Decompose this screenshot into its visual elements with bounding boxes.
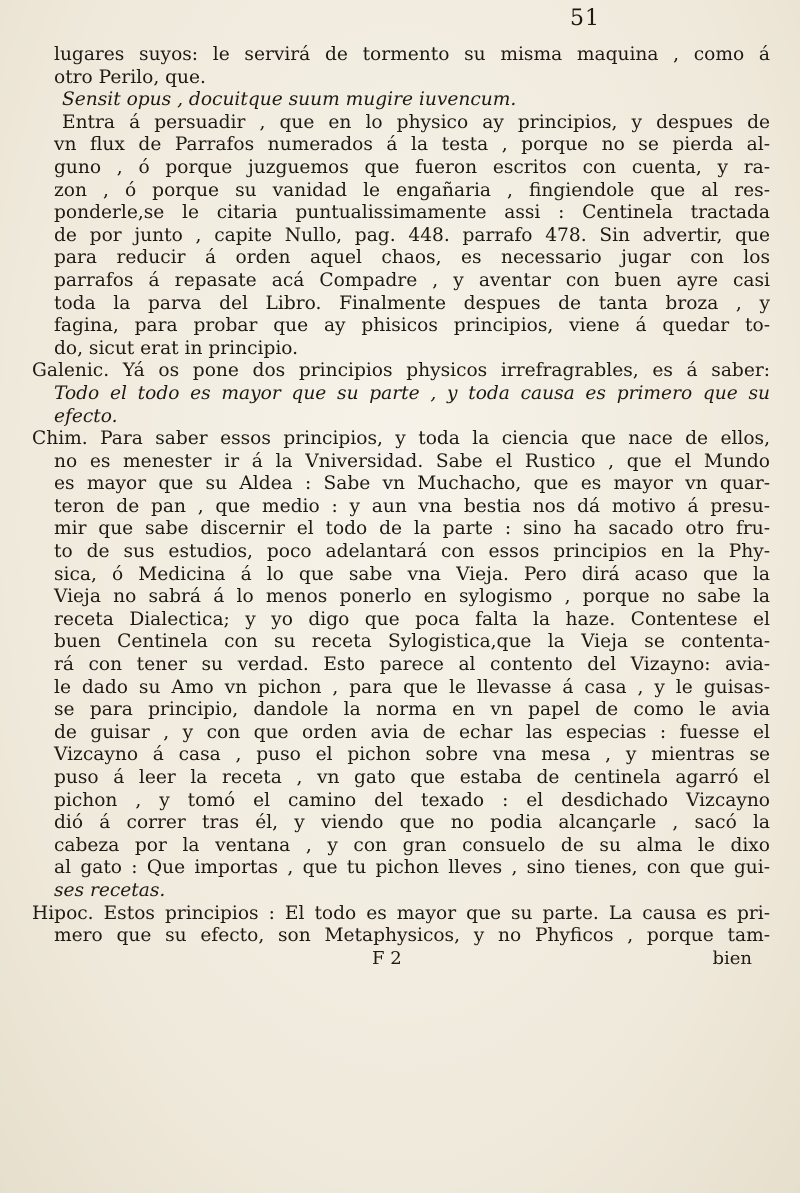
text-line: Sensit opus , docuitque suum mugire iuvencum. [62, 89, 517, 111]
text-line: toda la parva del Libro. Finalmente despues de tanta broza , y [54, 292, 770, 314]
text-line: de por junto , capite Nullo, pag. 448. parrafo 478. Sin advertir, que [54, 224, 770, 246]
text-line: Chim. Para saber essos principios, y toda la ciencia que nace de ellos, [32, 428, 770, 450]
text-line: guno , ó porque juzguemos que fueron escritos con cuenta, y ra- [54, 156, 770, 178]
text-line: vn flux de Parrafos numerados á la testa , porque no se pierda al- [54, 134, 770, 156]
text-line: mero que su efecto, son Metaphysicos, y no Phyficos , porque tam- [54, 925, 770, 947]
text-line: parrafos á repasate acá Compadre , y aventar con buen ayre casi [54, 269, 770, 291]
text-line: ponderle,se le citaria puntualissimamente assi : Centinela tractada [54, 202, 770, 224]
text-line: fagina, para probar que ay phisicos principios, viene á quedar to- [54, 315, 770, 337]
text-line: es mayor que su Aldea : Sabe vn Muchacho, que es mayor vn quar- [54, 473, 770, 495]
text-line: no es menester ir á la Vniversidad. Sabe el Rustico , que el Mundo [54, 450, 770, 472]
text-line: se para principio, dandole la norma en vn papel de como le avia [54, 699, 770, 721]
text-line: receta Dialectica; y yo digo que poca falta la haze. Contentese el [54, 608, 770, 630]
text-line: dió á correr tras él, y viendo que no podia alcançarle , sacó la [54, 812, 770, 834]
text-line: le dado su Amo vn pichon , para que le llevasse á casa , y le guisas- [54, 676, 770, 698]
text-line: otro Perilo, que. [54, 66, 206, 88]
text-line: do, sicut erat in principio. [54, 337, 299, 359]
text-line: zon , ó porque su vanidad le engañaria , fingiendole que al res- [54, 179, 770, 201]
text-line: mir que sabe discernir el todo de la parte : sino ha sacado otro fru- [54, 518, 770, 540]
catchword: bien [712, 947, 752, 969]
text-line: sica, ó Medicina á lo que sabe vna Vieja. Pero dirá acaso que la [54, 563, 770, 585]
page-number: 51 [570, 6, 600, 31]
text-line: ses recetas. [54, 879, 166, 901]
text-line: de guisar , y con que orden avia de echar las especias : fuesse el [54, 721, 770, 743]
text-body [32, 44, 770, 948]
signature-mark: F 2 [372, 947, 402, 969]
text-line: al gato : Que importas , que tu pichon lleves , sino tienes, con que gui- [54, 857, 770, 879]
text-line: Todo el todo es mayor que su parte , y toda causa es primero que su [54, 382, 770, 404]
text-line: Hipoc. Estos principios : El todo es mayor que su parte. La causa es pri- [32, 902, 770, 924]
text-line: to de sus estudios, poco adelantará con essos principios en la Phy- [54, 541, 770, 563]
text-line: lugares suyos: le servirá de tormento su misma maquina , como á [54, 44, 770, 65]
text-line: buen Centinela con su receta Sylogistica,que la Vieja se contenta- [54, 631, 770, 653]
text-line: efecto. [54, 405, 118, 427]
text-line: pichon , y tomó el camino del texado : el desdichado Vizcayno [54, 789, 770, 811]
text-line: cabeza por la ventana , y con gran consuelo de su alma le dixo [54, 834, 770, 856]
text-line: Galenic. Yá os pone dos principios physicos irrefragrables, es á saber: [32, 360, 770, 382]
page-footer [32, 948, 770, 970]
text-line: puso á leer la receta , vn gato que estaba de centinela agarró el [54, 767, 770, 788]
text-line: Vizcayno á casa , puso el pichon sobre vna mesa , y mientras se [54, 744, 770, 766]
text-line: teron de pan , que medio : y aun vna bestia nos dá motivo á presu- [54, 495, 770, 517]
text-line: Vieja no sabrá á lo menos ponerlo en sylogismo , porque no sabe la [54, 586, 770, 608]
text-line: rá con tener su verdad. Esto parece al contento del Vizayno: avia- [54, 654, 770, 676]
text-line: para reducir á orden aquel chaos, es necessario jugar con los [54, 247, 770, 269]
text-line: Entra á persuadir , que en lo physico ay principios, y despues de [62, 111, 770, 133]
